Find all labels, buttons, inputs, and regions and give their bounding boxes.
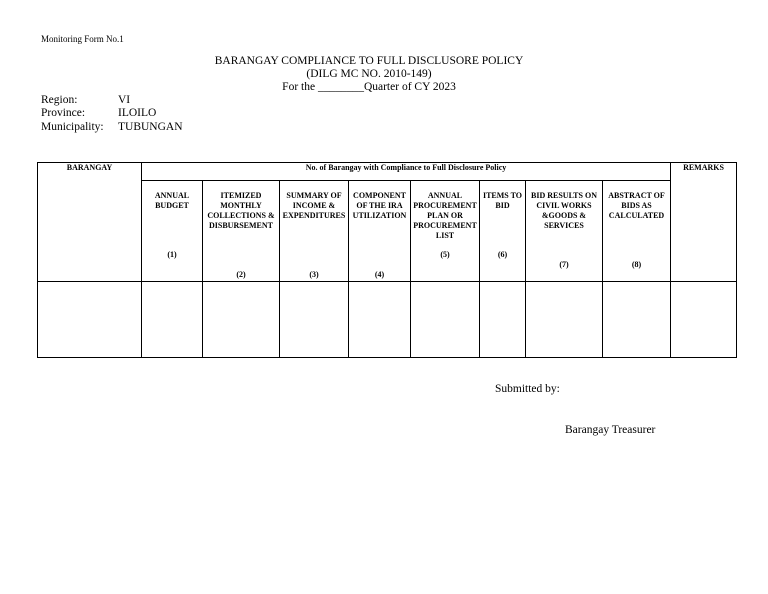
- column-header: [411, 181, 480, 282]
- column-header: [526, 181, 603, 282]
- province-value: ILOILO: [118, 107, 157, 119]
- column-header: [603, 181, 671, 282]
- ira-utilization-cell[interactable]: [349, 282, 411, 358]
- column-label: BID RESULTS ON CIVIL WORKS &GOODS & SERVICES: [531, 191, 597, 230]
- column-number: (2): [236, 270, 246, 279]
- document-title: BARANGAY COMPLIANCE TO FULL DISCLUSORE POLICY: [214, 55, 524, 67]
- column-number: (1): [167, 250, 177, 259]
- column-label: COMPONENT OF THE IRA UTILIZATION: [352, 191, 407, 220]
- municipality-label: Municipality:: [41, 121, 104, 133]
- document-reference: (DILG MC NO. 2010-149): [306, 68, 432, 80]
- column-header: [349, 181, 411, 282]
- items-to-bid-cell[interactable]: [480, 282, 526, 358]
- column-header: [480, 181, 526, 282]
- compliance-group-header: No. of Barangay with Compliance to Full Disclosure Policy: [142, 163, 671, 181]
- column-number: (5): [440, 250, 450, 259]
- barangay-cell[interactable]: [38, 282, 142, 358]
- document-period: For the ________Quarter of CY 2023: [282, 81, 456, 93]
- summary-income-cell[interactable]: [280, 282, 349, 358]
- municipality-value: TUBUNGAN: [118, 121, 183, 133]
- column-header: [142, 181, 203, 282]
- column-label: ITEMS TO BID: [482, 191, 523, 210]
- column-number: (4): [374, 270, 385, 279]
- table-row: [38, 282, 737, 358]
- remarks-cell[interactable]: [671, 282, 737, 358]
- column-label: ANNUAL BUDGET: [154, 191, 190, 210]
- form-number: Monitoring Form No.1: [41, 34, 124, 44]
- column-label: SUMMARY OF INCOME & EXPENDITURES: [282, 191, 346, 220]
- column-label: ITEMIZED MONTHLY COLLECTIONS & DISBURSEMENT: [207, 191, 275, 230]
- column-number: (3): [309, 270, 319, 279]
- column-label: ABSTRACT OF BIDS AS CALCULATED: [608, 191, 665, 220]
- column-number: (8): [631, 260, 642, 269]
- column-header: [203, 181, 280, 282]
- barangay-header: BARANGAY: [38, 163, 142, 282]
- column-number: (7): [559, 260, 569, 269]
- region-label: Region:: [41, 94, 78, 106]
- signatory-title: Barangay Treasurer: [565, 424, 656, 436]
- column-header: [280, 181, 349, 282]
- region-value: VI: [118, 94, 131, 106]
- column-number: (6): [497, 250, 508, 259]
- submitted-by-label: Submitted by:: [495, 383, 560, 395]
- province-label: Province:: [41, 107, 86, 119]
- remarks-header: REMARKS: [671, 163, 737, 282]
- abstract-of-bids-cell[interactable]: [603, 282, 671, 358]
- procurement-plan-cell[interactable]: [411, 282, 480, 358]
- compliance-table: [37, 162, 737, 358]
- bid-results-cell[interactable]: [526, 282, 603, 358]
- annual-budget-cell[interactable]: [142, 282, 203, 358]
- column-label: ANNUAL PROCUREMENT PLAN OR PROCUREMENT LIST: [413, 191, 477, 240]
- monthly-collections-cell[interactable]: [203, 282, 280, 358]
